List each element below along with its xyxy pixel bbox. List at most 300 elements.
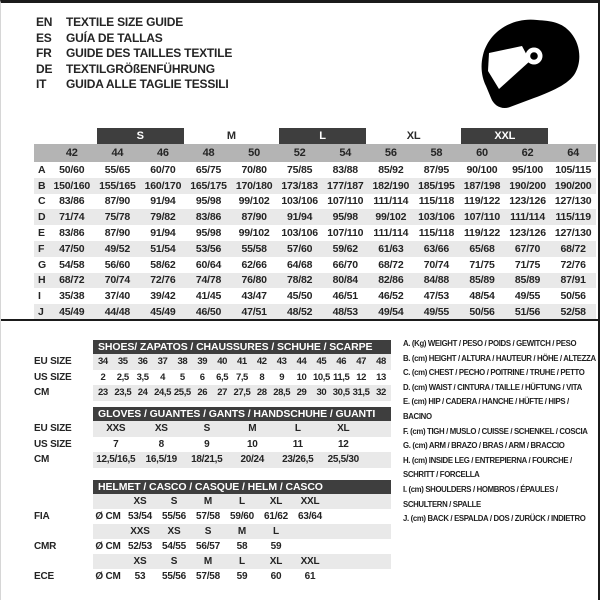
size-cell: 83/86 xyxy=(59,227,85,240)
data-cell: S xyxy=(184,421,230,437)
size-cell: 83/88 xyxy=(332,163,358,176)
size-cell: 103/106 xyxy=(281,227,318,240)
measure-row-h xyxy=(34,273,596,289)
table-row xyxy=(34,539,391,554)
data-cell: 4 xyxy=(160,371,165,383)
data-cell: 10 xyxy=(296,371,307,383)
row-label: D xyxy=(34,209,49,225)
size-cell: 87/90 xyxy=(231,209,277,225)
table-row xyxy=(34,370,391,386)
data-cell: L xyxy=(275,421,321,437)
row-label: EU SIZE xyxy=(34,423,72,435)
row-label: G xyxy=(38,258,46,271)
size-cell: 55/58 xyxy=(231,241,277,257)
size-cell: 79/82 xyxy=(140,209,186,225)
size-cell: 61/63 xyxy=(368,241,414,257)
size-cell: 70/74 xyxy=(95,273,141,289)
row-label xyxy=(34,554,93,569)
language-row xyxy=(36,46,232,62)
size-cell: 182/190 xyxy=(368,178,414,194)
data-cell: 35 xyxy=(113,354,133,370)
helmet-icon xyxy=(473,17,585,114)
size-group-xl: XL xyxy=(406,129,421,142)
header-spacer xyxy=(34,407,93,421)
measurement-legend xyxy=(403,337,599,527)
size-cell: 72/76 xyxy=(140,273,186,289)
measure-row-j xyxy=(34,304,596,320)
size-cell: 58/62 xyxy=(150,258,176,271)
size-cell: 115/119 xyxy=(550,209,596,225)
size-cell: 71/75 xyxy=(469,258,495,271)
row-label: J xyxy=(34,304,49,320)
size-cell: 165/175 xyxy=(186,178,232,194)
size-group-xxl xyxy=(459,127,550,144)
data-cell: S xyxy=(191,524,225,539)
data-cell: 30,5 xyxy=(331,385,351,401)
data-cell: L xyxy=(225,494,259,509)
data-cell: 37 xyxy=(153,354,173,370)
size-cell: 80/84 xyxy=(322,273,368,289)
legend-item: G. (cm) ARM / BRAZO / BRAS / ARM / BRACCIO xyxy=(403,441,565,451)
table-row xyxy=(34,524,391,539)
table-row xyxy=(34,554,391,569)
data-cell: 55/56 xyxy=(161,511,187,522)
legend-item: B. (cm) HEIGHT / ALTURA / HAUTEUR / HÖHE / ALTEZZA xyxy=(403,353,596,363)
data-cell: 61/62 xyxy=(263,511,289,522)
section-divider xyxy=(1,319,600,321)
data-cell: 54/55 xyxy=(161,541,187,552)
data-cell: M xyxy=(225,524,259,539)
data-cell xyxy=(327,569,391,584)
size-cell: 60/64 xyxy=(195,258,222,271)
data-cell xyxy=(366,421,391,437)
size-cell: 87/90 xyxy=(104,227,130,240)
size-cell: 127/130 xyxy=(554,195,592,208)
size-cell: 95/98 xyxy=(322,209,368,225)
row-label: H xyxy=(34,273,49,289)
row-label: FIA xyxy=(34,511,50,522)
legend-item: J. (cm) BACK / ESPALDA / DOS / ZURÜCK / INDIETRO xyxy=(403,514,586,524)
size-cell: 47/51 xyxy=(231,304,277,320)
data-cell: 31,5 xyxy=(351,385,371,401)
size-cell: 150/160 xyxy=(49,178,95,194)
size-cell: 49/55 xyxy=(414,304,460,320)
size-cell: 173/183 xyxy=(277,178,323,194)
gloves-table xyxy=(34,407,391,468)
data-cell: 8 xyxy=(259,371,265,383)
size-cell: 66/70 xyxy=(332,258,358,271)
size-column-header: 64 xyxy=(550,144,596,162)
row-label: F xyxy=(34,241,49,257)
row-label: E xyxy=(38,227,45,240)
data-cell: 25,5/30 xyxy=(321,452,367,468)
data-cell xyxy=(93,554,123,569)
size-cell: 37/40 xyxy=(104,290,130,303)
size-cell: 190/200 xyxy=(505,178,551,194)
size-cell: 39/42 xyxy=(150,290,176,303)
size-cell: 49/54 xyxy=(368,304,414,320)
data-cell: 18/21,5 xyxy=(184,452,230,468)
measure-row-d xyxy=(34,209,596,225)
table-row xyxy=(34,569,391,584)
size-cell: 49/52 xyxy=(95,241,141,257)
size-cell: 68/72 xyxy=(378,258,404,271)
data-cell: 16,5/19 xyxy=(139,452,185,468)
size-cell: 56/60 xyxy=(104,258,130,271)
data-cell: 11,5 xyxy=(333,371,350,383)
data-cell: 40 xyxy=(212,354,232,370)
data-cell: 60 xyxy=(270,571,282,582)
data-cell: XS xyxy=(123,554,157,569)
size-column-header: 46 xyxy=(140,144,186,162)
shoes-table xyxy=(34,340,391,401)
data-cell xyxy=(366,437,391,453)
size-cell: 68/72 xyxy=(550,241,596,257)
language-title: TEXTILE SIZE GUIDE xyxy=(66,15,184,29)
data-cell: XXS xyxy=(93,421,139,437)
data-cell: Ø CM xyxy=(95,571,121,582)
section-title: GLOVES / GUANTES / GANTS / HANDSCHUHE / GUANTI xyxy=(93,407,391,421)
size-cell: 47/50 xyxy=(49,241,95,257)
data-cell: 61 xyxy=(304,571,316,582)
data-cell: 9 xyxy=(204,438,210,450)
data-cell: 41 xyxy=(232,354,252,370)
size-cell: 74/78 xyxy=(186,273,232,289)
size-cell: 57/60 xyxy=(277,241,323,257)
data-cell: 56/57 xyxy=(195,541,221,552)
size-cell: 99/102 xyxy=(368,209,414,225)
data-cell xyxy=(293,524,327,539)
data-cell: 46 xyxy=(331,354,351,370)
size-cell: 155/165 xyxy=(95,178,141,194)
size-cell: 87/90 xyxy=(104,195,130,208)
table-row xyxy=(34,509,391,524)
language-code: DE xyxy=(36,61,53,76)
size-cell: 99/102 xyxy=(238,195,270,208)
data-cell: 8 xyxy=(158,438,164,450)
data-cell: 23/26,5 xyxy=(275,452,321,468)
size-cell: 82/86 xyxy=(368,273,414,289)
data-cell: Ø CM xyxy=(95,511,121,522)
legend-item: H. (cm) INSIDE LEG / ENTREPIERNA / FOURCHE / SCHRITT / FORCELLA xyxy=(403,455,572,480)
data-cell xyxy=(327,539,391,554)
size-column-header: 48 xyxy=(186,144,232,162)
language-title: GUIDE DES TAILLES TEXTILE xyxy=(66,46,233,60)
size-cell: 60/70 xyxy=(150,163,176,176)
size-cell: 170/180 xyxy=(231,178,277,194)
data-cell: 53 xyxy=(134,571,146,582)
size-cell: 99/102 xyxy=(238,227,270,240)
size-cell: 48/52 xyxy=(277,304,323,320)
row-label: CM xyxy=(34,454,50,466)
size-cell: 87/95 xyxy=(423,163,450,176)
row-label xyxy=(34,494,93,509)
size-column-header: 42 xyxy=(49,144,95,162)
data-cell: 38 xyxy=(172,354,192,370)
data-cell: 10 xyxy=(246,438,258,450)
data-cell: S xyxy=(157,554,191,569)
row-label: CMR xyxy=(34,541,57,552)
header-spacer xyxy=(34,480,93,494)
size-cell: 90/100 xyxy=(466,163,498,176)
data-cell: 25,5 xyxy=(172,385,192,401)
size-cell: 103/106 xyxy=(414,209,460,225)
section-header-row xyxy=(34,480,391,494)
size-cell: 111/114 xyxy=(505,209,551,225)
table-row xyxy=(34,354,391,370)
data-cell: 12 xyxy=(356,371,366,383)
size-cell: 45/49 xyxy=(140,304,186,320)
size-cell: 48/53 xyxy=(322,304,368,320)
data-cell: 9 xyxy=(279,371,285,383)
data-cell: 23 xyxy=(93,385,113,401)
data-cell xyxy=(327,554,391,569)
data-cell: 63/64 xyxy=(297,511,323,522)
size-cell: 48/54 xyxy=(469,290,495,303)
data-cell: 52/53 xyxy=(127,541,153,552)
language-title: GUÍA DE TALLAS xyxy=(66,30,163,45)
size-cell: 70/80 xyxy=(241,163,267,176)
data-cell: L xyxy=(225,554,259,569)
size-group-empty xyxy=(550,127,596,144)
data-cell: 12,5/16,5 xyxy=(93,452,139,468)
data-cell: M xyxy=(191,494,225,509)
data-cell: 6 xyxy=(199,371,205,383)
size-cell: 105/115 xyxy=(555,163,592,176)
helmet-table xyxy=(34,480,391,584)
size-cell: 41/45 xyxy=(195,290,222,303)
legend-item: A. (Kg) WEIGHT / PESO / POIDS / GEWITCH / PESO xyxy=(403,339,577,348)
size-number-row xyxy=(34,144,596,162)
language-title: TEXTILGRÖßENFÜHRUNG xyxy=(66,61,215,76)
size-cell: 71/74 xyxy=(49,209,95,225)
language-row xyxy=(36,62,232,78)
size-cell: 51/54 xyxy=(140,241,186,257)
measure-row-a xyxy=(34,162,596,178)
size-group-s xyxy=(95,127,186,144)
data-cell: 11 xyxy=(292,438,303,450)
size-cell: 187/198 xyxy=(459,178,505,194)
data-cell: 27 xyxy=(212,385,232,401)
size-cell: 70/74 xyxy=(423,258,450,271)
data-cell: 10,5 xyxy=(312,371,330,383)
size-cell: 35/38 xyxy=(59,290,85,303)
measure-row-g xyxy=(34,257,596,273)
size-cell: 63/66 xyxy=(414,241,460,257)
data-cell: 2,5 xyxy=(116,371,129,383)
size-cell: 95/98 xyxy=(195,227,222,240)
data-cell: 29 xyxy=(292,385,312,401)
data-cell xyxy=(93,524,123,539)
language-code: ES xyxy=(36,30,52,45)
language-title-block xyxy=(36,15,232,93)
size-cell: 91/94 xyxy=(150,195,176,208)
table-row xyxy=(34,421,391,437)
size-column-header: 62 xyxy=(505,144,551,162)
size-cell: 95/98 xyxy=(195,195,222,208)
data-cell: 48 xyxy=(371,354,391,370)
size-cell: 85/89 xyxy=(459,273,505,289)
measure-row-c xyxy=(34,194,596,210)
data-cell xyxy=(93,494,123,509)
size-cell: 75/78 xyxy=(95,209,141,225)
size-cell: 52/58 xyxy=(550,304,596,320)
row-label: A xyxy=(38,163,46,176)
data-cell: 13 xyxy=(376,371,386,383)
data-cell: 36 xyxy=(133,354,153,370)
data-cell: 3,5 xyxy=(136,371,149,383)
row-label: B xyxy=(34,178,49,194)
size-cell: 62/66 xyxy=(241,258,267,271)
size-group-bar: XXL xyxy=(461,128,548,144)
size-cell: 95/100 xyxy=(512,163,544,176)
size-cell: 72/76 xyxy=(560,258,586,271)
language-code: FR xyxy=(36,46,52,60)
band-corner xyxy=(34,144,49,162)
measure-row-e xyxy=(34,225,596,241)
size-cell: 78/82 xyxy=(277,273,323,289)
data-cell: 7 xyxy=(113,438,119,450)
data-cell xyxy=(327,494,391,509)
table-row xyxy=(34,437,391,453)
size-cell: 91/94 xyxy=(150,227,176,240)
size-group-row xyxy=(34,127,596,144)
size-cell: 50/56 xyxy=(459,304,505,320)
size-cell: 53/56 xyxy=(186,241,232,257)
data-cell: 24,5 xyxy=(153,385,173,401)
data-cell: 12 xyxy=(337,438,349,450)
size-cell: 84/88 xyxy=(414,273,460,289)
section-title: HELMET / CASCO / CASQUE / HELM / CASCO xyxy=(93,480,391,494)
data-cell: M xyxy=(191,554,225,569)
size-cell: 50/60 xyxy=(59,163,85,176)
size-cell: 123/126 xyxy=(509,195,546,208)
size-cell: 76/80 xyxy=(231,273,277,289)
size-cell: 103/106 xyxy=(281,195,318,208)
data-cell: 2 xyxy=(100,371,106,383)
data-cell: 59 xyxy=(270,541,282,552)
data-cell: XS xyxy=(139,421,185,437)
size-cell: 107/110 xyxy=(327,195,364,208)
size-cell: 67/70 xyxy=(505,241,551,257)
language-code: EN xyxy=(36,15,53,29)
data-cell: XL xyxy=(259,554,293,569)
size-column-header: 44 xyxy=(95,144,141,162)
size-cell: 127/130 xyxy=(554,227,592,240)
data-cell: 59 xyxy=(236,571,248,582)
data-cell: 39 xyxy=(192,354,212,370)
data-cell: 55/56 xyxy=(161,571,187,582)
table-row xyxy=(34,385,391,401)
data-cell: 26 xyxy=(192,385,212,401)
data-cell: 57/58 xyxy=(195,571,221,582)
size-group-bar: S xyxy=(97,128,184,144)
data-cell: XL xyxy=(259,494,293,509)
data-cell: 28,5 xyxy=(272,385,292,401)
legend-item: C. (cm) CHEST / PECHO / POITRINE / TRUHE / PETTO xyxy=(403,368,585,378)
measure-row-i xyxy=(34,288,596,304)
size-cell: 44/48 xyxy=(95,304,141,320)
language-title: GUIDA ALLE TAGLIE TESSILI xyxy=(66,77,229,91)
size-cell: 45/50 xyxy=(287,290,313,303)
size-column-header: 58 xyxy=(414,144,460,162)
size-cell: 64/68 xyxy=(287,258,313,271)
size-cell: 115/118 xyxy=(418,227,455,240)
size-group-l xyxy=(277,127,368,144)
data-cell: M xyxy=(230,421,276,437)
data-cell: L xyxy=(259,524,293,539)
size-cell: 46/50 xyxy=(186,304,232,320)
size-cell: 45/49 xyxy=(49,304,95,320)
data-cell: 6,5 xyxy=(216,371,229,383)
size-cell: 83/86 xyxy=(59,195,85,208)
size-cell: 119/122 xyxy=(464,195,500,208)
data-cell: 58 xyxy=(236,541,248,552)
table-row xyxy=(34,494,391,509)
section-title: SHOES/ ZAPATOS / CHAUSSURES / SCHUHE / SCARPE xyxy=(93,340,391,354)
data-cell: 5 xyxy=(179,371,185,383)
data-cell: 24 xyxy=(133,385,153,401)
size-cell: 111/114 xyxy=(373,227,409,240)
language-row xyxy=(36,77,232,93)
measure-row-f xyxy=(34,241,596,257)
legend-item: I. (cm) SHOULDERS / HOMBROS / ÉPAULES / SCHULTERN / SPALLE xyxy=(403,484,558,509)
size-cell: 91/94 xyxy=(277,209,323,225)
data-cell: 20/24 xyxy=(230,452,276,468)
data-cell: XS xyxy=(157,524,191,539)
data-cell: 43 xyxy=(272,354,292,370)
size-cell: 177/187 xyxy=(322,178,368,194)
row-label: EU SIZE xyxy=(34,356,72,368)
row-label: C xyxy=(38,195,46,208)
data-cell xyxy=(366,452,391,468)
row-label: ECE xyxy=(34,571,54,582)
size-cell: 111/114 xyxy=(373,195,409,208)
size-column-header: 56 xyxy=(368,144,414,162)
data-cell: 30 xyxy=(311,385,331,401)
data-cell: XXL xyxy=(293,494,327,509)
size-column-header: 60 xyxy=(459,144,505,162)
size-cell: 55/65 xyxy=(104,163,130,176)
size-cell: 107/110 xyxy=(327,227,364,240)
data-cell: 32 xyxy=(371,385,391,401)
data-cell: 42 xyxy=(252,354,272,370)
size-group-m: M xyxy=(226,129,236,142)
size-group-empty xyxy=(34,127,95,144)
row-label xyxy=(34,524,93,539)
row-label: I xyxy=(38,290,41,303)
data-cell xyxy=(327,509,391,524)
size-cell: 190/200 xyxy=(550,178,596,194)
size-cell: 46/52 xyxy=(378,290,404,303)
language-row xyxy=(36,15,232,31)
data-cell: XL xyxy=(321,421,367,437)
section-header-row xyxy=(34,340,391,354)
row-label: US SIZE xyxy=(34,438,72,450)
data-cell: 34 xyxy=(93,354,113,370)
size-cell: 51/56 xyxy=(505,304,551,320)
size-group-bar: L xyxy=(279,128,366,144)
size-cell: 119/122 xyxy=(464,227,500,240)
header-spacer xyxy=(34,340,93,354)
legend-item: F. (cm) TIGH / MUSLO / CUISSE / SCHENKEL / COSCIA xyxy=(403,426,588,436)
size-cell: 83/86 xyxy=(186,209,232,225)
data-cell: 27,5 xyxy=(232,385,252,401)
size-cell: 85/89 xyxy=(505,273,551,289)
main-size-table xyxy=(34,127,596,320)
size-cell: 107/110 xyxy=(459,209,505,225)
size-cell: 65/75 xyxy=(195,163,222,176)
